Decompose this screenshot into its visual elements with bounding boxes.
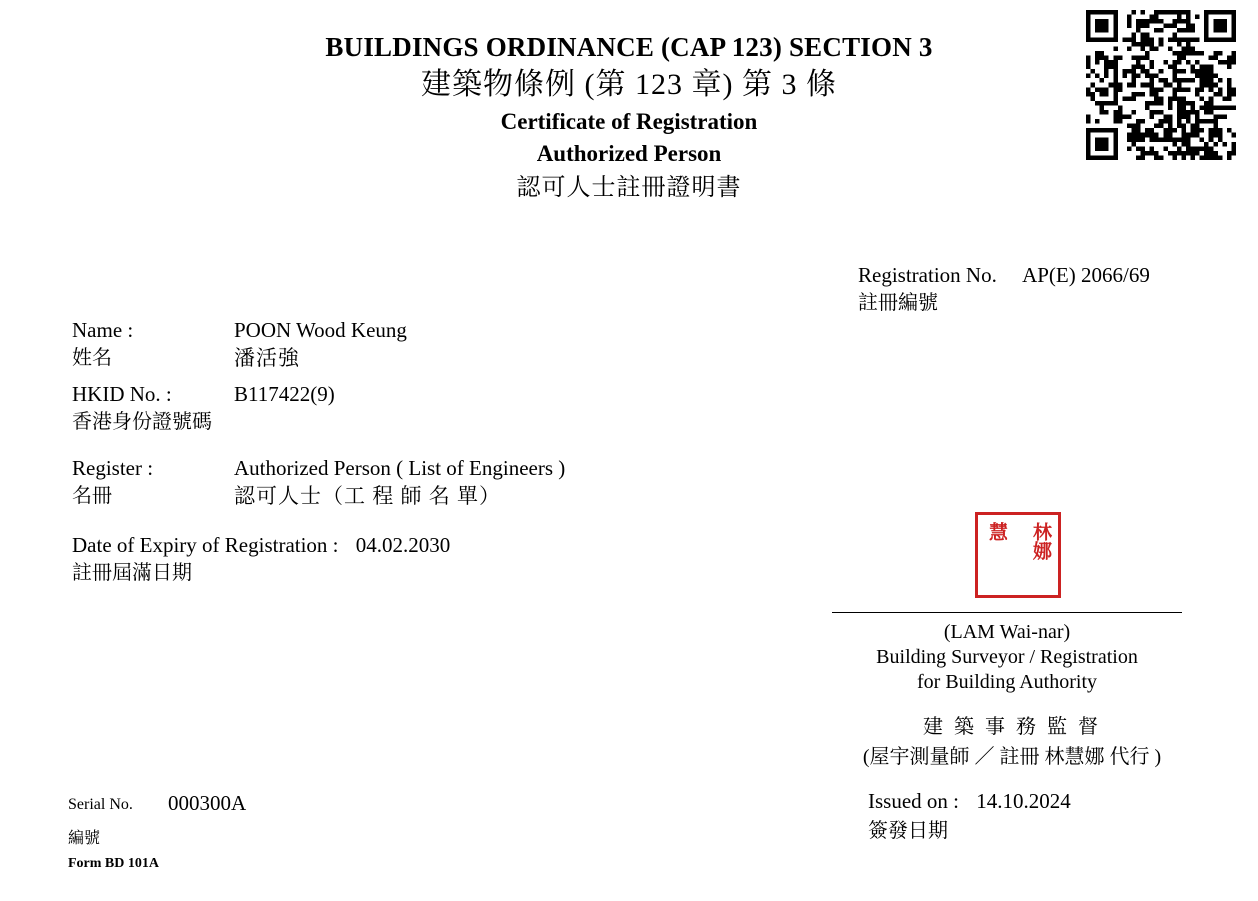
signatory-name: (LAM Wai-nar) xyxy=(943,621,1071,643)
issued-on-block xyxy=(868,786,1071,846)
seal-text-left: 慧 xyxy=(986,522,1008,541)
hkid-label-zh: 香港身份證號碼 xyxy=(72,411,212,433)
name-label-zh: 姓名 xyxy=(72,347,112,369)
seal-text-right: 林娜 xyxy=(1030,522,1052,560)
signature-line xyxy=(832,612,1182,613)
issued-on-value: 14.10.2024 xyxy=(976,789,1071,813)
serial-number-label-en: Serial No. xyxy=(68,796,133,813)
issued-on-label-zh: 簽發日期 xyxy=(868,820,948,842)
registration-number-row xyxy=(858,261,1150,289)
field-register xyxy=(72,454,832,510)
serial-number-value: 000300A xyxy=(168,791,247,815)
issued-on-row xyxy=(868,786,1071,816)
registration-number-value: AP(E) 2066/69 xyxy=(1022,263,1150,287)
expiry-label-en: Date of Expiry of Registration : xyxy=(72,533,339,557)
register-value-en: Authorized Person ( List of Engineers ) xyxy=(234,456,566,480)
registration-number-label-en: Registration No. xyxy=(858,263,997,287)
registration-number-block xyxy=(858,261,1150,317)
certificate-title-en-line1: Certificate of Registration xyxy=(500,109,758,134)
register-label-zh: 名冊 xyxy=(72,485,112,507)
name-label-en: Name : xyxy=(72,318,134,342)
registration-number-label-zh: 註冊編號 xyxy=(858,292,938,314)
document-header xyxy=(0,30,1258,206)
signatory-title-zh-line1: 建 築 事 務 監 督 xyxy=(923,716,1101,738)
expiry-row xyxy=(72,531,832,559)
ordinance-title-zh: 建築物條例 (第 123 章) 第 3 條 xyxy=(421,68,837,101)
field-hkid xyxy=(72,380,832,436)
expiry-label-zh: 註冊屆滿日期 xyxy=(72,562,192,584)
signatory-title-line1: Building Surveyor / Registration xyxy=(876,646,1138,668)
hkid-value: B117422(9) xyxy=(234,382,335,406)
field-expiry xyxy=(72,531,832,587)
field-name xyxy=(72,316,832,372)
official-seal-stamp xyxy=(975,512,1061,598)
name-value-zh: 潘活強 xyxy=(234,346,300,370)
certificate-title-en-line2: Authorized Person xyxy=(536,141,722,166)
signature-block xyxy=(832,620,1182,695)
register-value-zh: 認可人士（工 程 師 名 單） xyxy=(234,484,501,508)
certificate-title-zh: 認可人士註冊證明書 xyxy=(516,175,742,201)
issued-on-label-en: Issued on : xyxy=(868,789,959,813)
hkid-label-en: HKID No. : xyxy=(72,382,172,406)
name-value-en: POON Wood Keung xyxy=(234,318,407,342)
register-label-en: Register : xyxy=(72,456,154,480)
expiry-value: 04.02.2030 xyxy=(355,533,451,557)
signatory-title-line2: for Building Authority xyxy=(917,671,1097,693)
ordinance-title-en: BUILDINGS ORDINANCE (CAP 123) SECTION 3 xyxy=(325,32,933,62)
signatory-title-zh-line2: (屋宇測量師 ／ 註冊 林慧娜 代行 ) xyxy=(862,746,1162,768)
form-number: Form BD 101A xyxy=(68,856,159,871)
serial-number-label-zh: 編號 xyxy=(68,830,101,847)
serial-number-block xyxy=(68,788,247,856)
